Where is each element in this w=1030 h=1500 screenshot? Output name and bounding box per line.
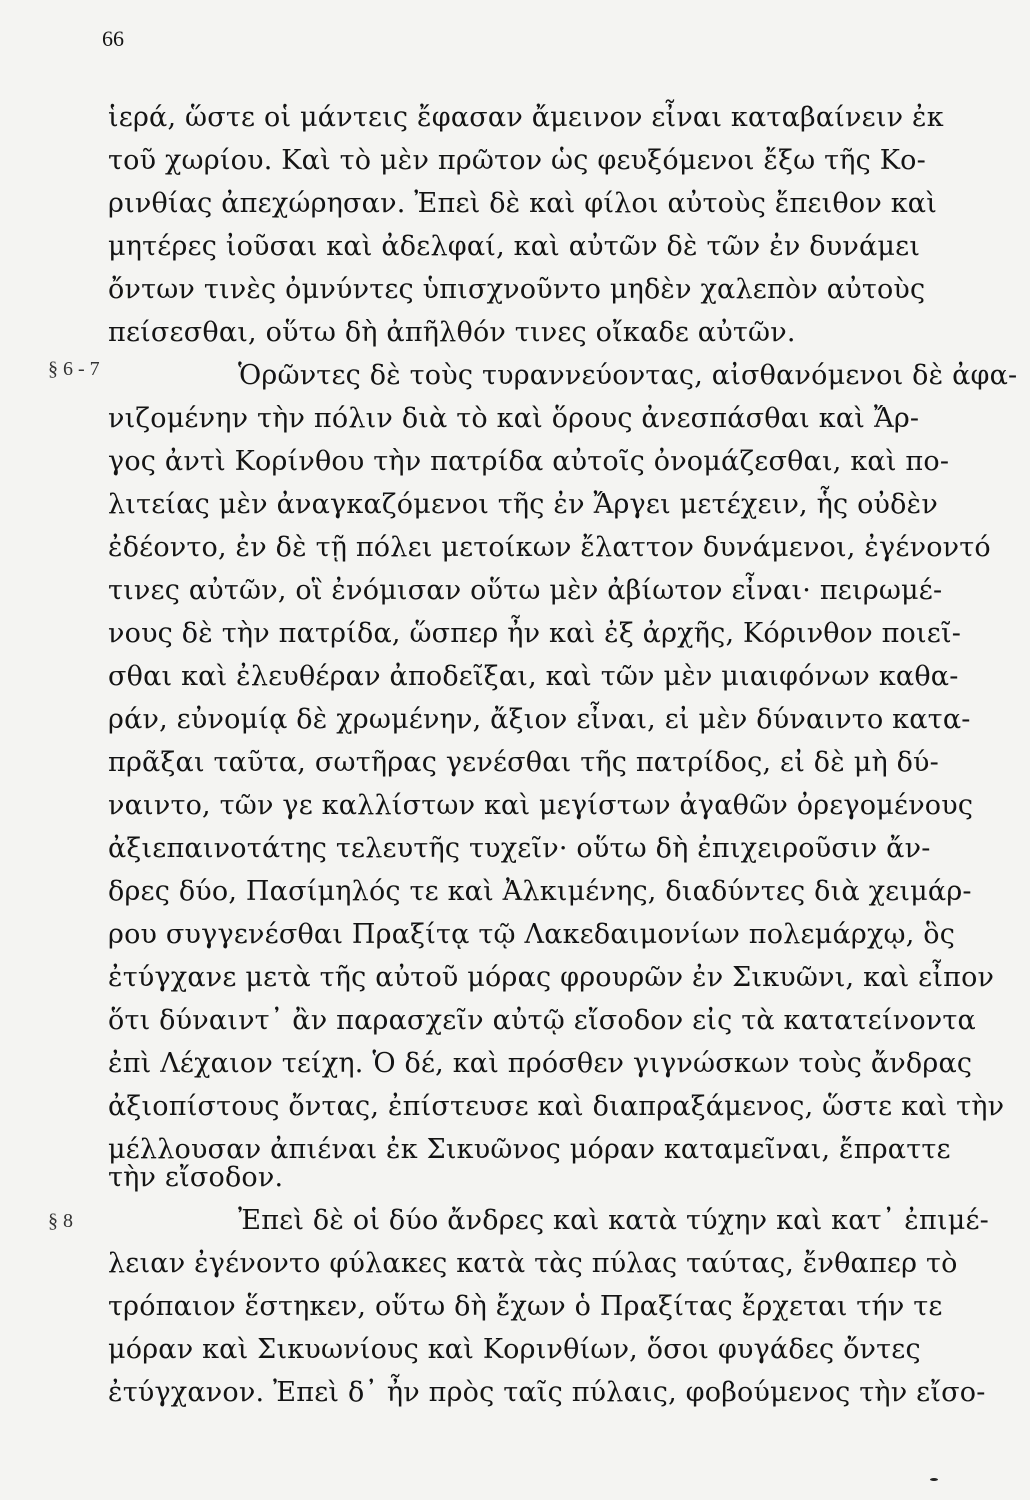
text-line: ἐδέοντο, ἐν δὲ τῇ πόλει μετοίκων ἔλαττον δυνάμενοι, ἐγένοντό bbox=[108, 532, 991, 563]
text-line: ἀξιεπαινοτάτης τελευτῆς τυχεῖν· οὕτω δὴ ἐπιχειροῦσιν ἄν- bbox=[108, 833, 931, 864]
text-line: ἱερά, ὥστε οἱ μάντεις ἔφασαν ἄμεινον εἶναι καταβαίνειν ἐκ bbox=[108, 102, 944, 133]
text-line: πείσεσθαι, οὕτω δὴ ἀπῆλθόν τινες οἴκαδε αὐτῶν. bbox=[108, 317, 796, 348]
text-line: λειαν ἐγένοντο φύλακες κατὰ τὰς πύλας ταύτας, ἔνθαπερ τὸ bbox=[108, 1248, 958, 1279]
scan-speck bbox=[930, 1478, 938, 1481]
text-line: μέλλουσαν ἀπιέναι ἐκ Σικυῶνος μόραν καταμεῖναι, ἔπραττε bbox=[108, 1134, 951, 1165]
text-line: ναιντο, τῶν γε καλλίστων καὶ μεγίστων ἀγαθῶν ὀρεγομένους bbox=[108, 790, 974, 821]
text-line: ὅτι δύναιντ᾽ ἂν παρασχεῖν αὐτῷ εἴσοδον εἰς τὰ κατατείνοντα bbox=[108, 1005, 976, 1036]
text-line: μόραν καὶ Σικυωνίους καὶ Κορινθίων, ὅσοι φυγάδες ὄντες bbox=[108, 1334, 921, 1365]
text-line: ἀξιοπίστους ὄντας, ἐπίστευσε καὶ διαπραξάμενος, ὥστε καὶ τὴν bbox=[108, 1091, 1005, 1122]
text-line: ἐτύγχανε μετὰ τῆς αὐτοῦ μόρας φρουρῶν ἐν Σικυῶνι, καὶ εἶπον bbox=[108, 962, 995, 993]
text-line: γος ἀντὶ Κορίνθου τὴν πατρίδα αὐτοῖς ὀνομάζεσθαι, καὶ πο- bbox=[108, 446, 950, 477]
section-marker-8: § 8 bbox=[48, 1210, 73, 1232]
text-line: λιτείας μὲν ἀναγκαζόμενοι τῆς ἐν Ἄργει μετέχειν, ἧς οὐδὲν bbox=[108, 489, 938, 520]
text-line: ἐτύγχανον. Ἐπεὶ δ᾽ ἦν πρὸς ταῖς πύλαις, φοβούμενος τὴν εἴσο- bbox=[108, 1377, 986, 1408]
text-line: νιζομένην τὴν πόλιν διὰ τὸ καὶ ὅρους ἀνεσπάσθαι καὶ Ἄρ- bbox=[108, 403, 920, 434]
text-line: ἐπὶ Λέχαιον τείχη. Ὁ δέ, καὶ πρόσθεν γιγνώσκων τοὺς ἄνδρας bbox=[108, 1048, 973, 1079]
text-line: τρόπαιον ἕστηκεν, οὕτω δὴ ἔχων ὁ Πραξίτας ἔρχεται τήν τε bbox=[108, 1291, 943, 1322]
section-marker-6-7: § 6 - 7 bbox=[48, 358, 100, 380]
text-line: Ἐπεὶ δὲ οἱ δύο ἄνδρες καὶ κατὰ τύχην καὶ κατ᾽ ἐπιμέ- bbox=[238, 1205, 989, 1236]
text-line: μητέρες ἰοῦσαι καὶ ἀδελφαί, καὶ αὐτῶν δὲ τῶν ἐν δυνάμει bbox=[108, 231, 921, 262]
text-line: πρᾶξαι ταῦτα, σωτῆρας γενέσθαι τῆς πατρίδος, εἰ δὲ μὴ δύ- bbox=[108, 747, 939, 778]
text-line: τοῦ χωρίου. Καὶ τὸ μὲν πρῶτον ὡς φευξόμενοι ἔξω τῆς Κο- bbox=[108, 145, 926, 176]
page-number: 66 bbox=[102, 26, 124, 51]
text-line: ράν, εὐνομίᾳ δὲ χρωμένην, ἄξιον εἶναι, εἰ μὲν δύναιντο κατα- bbox=[108, 704, 971, 735]
text-line: ρινθίας ἀπεχώρησαν. Ἐπεὶ δὲ καὶ φίλοι αὐτοὺς ἔπειθον καὶ bbox=[108, 188, 938, 219]
text-line: σθαι καὶ ἐλευθέραν ἀποδεῖξαι, καὶ τῶν μὲν μιαιφόνων καθα- bbox=[108, 661, 959, 692]
text-line: νους δὲ τὴν πατρίδα, ὥσπερ ἦν καὶ ἐξ ἀρχῆς, Κόρινθον ποιεῖ- bbox=[108, 618, 962, 649]
text-line: τινες αὐτῶν, οἳ ἐνόμισαν οὕτω μὲν ἀβίωτον εἶναι· πειρωμέ- bbox=[108, 575, 943, 606]
text-line: ρου συγγενέσθαι Πραξίτᾳ τῷ Λακεδαιμονίων πολεμάρχῳ, ὃς bbox=[108, 919, 956, 950]
text-line: τὴν εἴσοδον. bbox=[108, 1162, 284, 1193]
text-line: δρες δύο, Πασίμηλός τε καὶ Ἀλκιμένης, διαδύντες διὰ χειμάρ- bbox=[108, 876, 972, 907]
text-line: Ὁρῶντες δὲ τοὺς τυραννεύοντας, αἰσθανόμενοι δὲ ἀφα- bbox=[238, 360, 1018, 391]
text-line: ὄντων τινὲς ὀμνύντες ὑπισχνοῦντο μηδὲν χαλεπὸν αὐτοὺς bbox=[108, 274, 926, 305]
